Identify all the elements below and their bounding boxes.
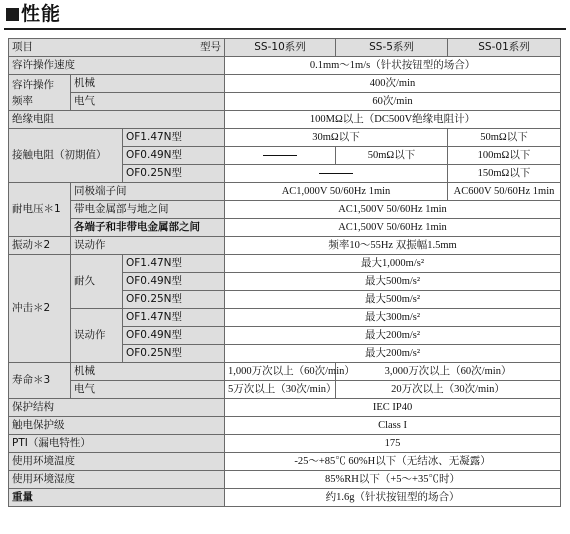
sub-label: 电气 [71,93,225,111]
row-value: 85%RH以下（+5～+35℃时） [225,471,561,489]
table-row [9,399,561,417]
dash-cell [225,165,448,183]
row-value: 频率10～55Hz 双振幅1.5mm [225,237,561,255]
row-label: 绝缘电阻 [9,111,225,129]
row-value: 最大500m/s² [225,273,561,291]
sub-label: OF0.25N型 [123,165,225,183]
row-label: 重量 [9,489,225,507]
row-value: 150mΩ以下 [448,165,561,183]
row-label: 冲击＊2 [9,255,71,363]
header-model-label: 型号 [200,41,222,53]
header-ss10: SS-10系列 [225,39,336,57]
table-row [9,309,561,327]
row-label: 保护结构 [9,399,225,417]
dash-cell [225,147,336,165]
sub-label: 机械 [71,363,225,381]
row-value: -25～+85℃ 60%H以下（无结冰、无凝露） [225,453,561,471]
table-row [9,489,561,507]
sub-label: OF0.49N型 [123,327,225,345]
sub-label: OF1.47N型 [123,129,225,147]
table-row [9,183,561,201]
sub-label: 电气 [71,381,225,399]
sub-label: 各端子和非带电金属部之间 [71,219,225,237]
row-label: 触电保护级 [9,417,225,435]
table-row [9,237,561,255]
row-value: 最大200m/s² [225,345,561,363]
row-value: AC1,500V 50/60Hz 1min [225,219,561,237]
row-value: 最大300m/s² [225,309,561,327]
row-label: 耐电压＊1 [9,183,71,237]
sub-label: OF1.47N型 [123,255,225,273]
row-value: 3,000万次以上（60次/min） [336,363,561,381]
row-value: 0.1mm～1m/s（针状按钮型的场合） [225,57,561,75]
sub-label: 耐久 [71,255,123,309]
table-row [9,75,561,93]
row-value: AC1,000V 50/60Hz 1min [225,183,448,201]
table-row [9,129,561,147]
row-label [9,75,71,111]
sub-label: 带电金属部与地之间 [71,201,225,219]
header-ss01: SS-01系列 [448,39,561,57]
row-value: 最大1,000m/s² [225,255,561,273]
table-row [9,111,561,129]
title-square-icon [6,8,19,21]
sub-label: 误动作 [71,237,225,255]
sub-label: 误动作 [71,309,123,363]
row-value: 5万次以上（30次/min） [225,381,336,399]
header-ss5: SS-5系列 [336,39,448,57]
sub-label: OF0.25N型 [123,291,225,309]
row-value: 20万次以上（30次/min） [336,381,561,399]
sub-label: OF1.47N型 [123,309,225,327]
row-value: 175 [225,435,561,453]
page-title: 性能 [21,3,62,25]
row-value: 60次/min [225,93,561,111]
row-label: 振动＊2 [9,237,71,255]
table-row [9,417,561,435]
row-value: 50mΩ以下 [336,147,448,165]
row-value: Class I [225,417,561,435]
row-label: 容许操作速度 [9,57,225,75]
sub-label: OF0.25N型 [123,345,225,363]
table-row [9,471,561,489]
row-label: PTI（漏电特性） [9,435,225,453]
table-header-row [9,39,561,57]
row-label-line1: 容许操作 [12,78,54,91]
table-row [9,381,561,399]
row-value: AC1,500V 50/60Hz 1min [225,201,561,219]
row-value: AC600V 50/60Hz 1min [448,183,561,201]
row-value: 30mΩ以下 [225,129,448,147]
table-row [9,93,561,111]
table-row [9,57,561,75]
row-label: 寿命＊3 [9,363,71,399]
row-label-line2: 频率 [12,94,33,107]
row-label: 使用环境温度 [9,453,225,471]
sub-label: OF0.49N型 [123,147,225,165]
title-underline [4,28,566,30]
table-row [9,219,561,237]
dash-mark [263,155,297,156]
row-label: 使用环境湿度 [9,471,225,489]
performance-spec-table [8,38,561,507]
row-value: 50mΩ以下 [448,129,561,147]
row-value: 1,000万次以上（60次/min） [225,363,336,381]
header-item-label: 项目 [12,41,33,53]
sub-label: 机械 [71,75,225,93]
row-value: 100mΩ以下 [448,147,561,165]
sub-label: OF0.49N型 [123,273,225,291]
table-row [9,201,561,219]
row-label: 接触电阻（初期值） [9,129,123,183]
header-item-model-cell [9,39,225,57]
section-title [4,2,566,30]
table-row [9,435,561,453]
row-value: 最大200m/s² [225,327,561,345]
table-row [9,255,561,273]
table-row [9,453,561,471]
row-value: 400次/min [225,75,561,93]
sub-label: 同极端子间 [71,183,225,201]
dash-mark [319,173,353,174]
row-value: 最大500m/s² [225,291,561,309]
table-row [9,363,561,381]
row-value: 约1.6g（针状按钮型的场合） [225,489,561,507]
row-value: IEC IP40 [225,399,561,417]
row-value: 100MΩ以上（DC500V绝缘电阻计） [225,111,561,129]
